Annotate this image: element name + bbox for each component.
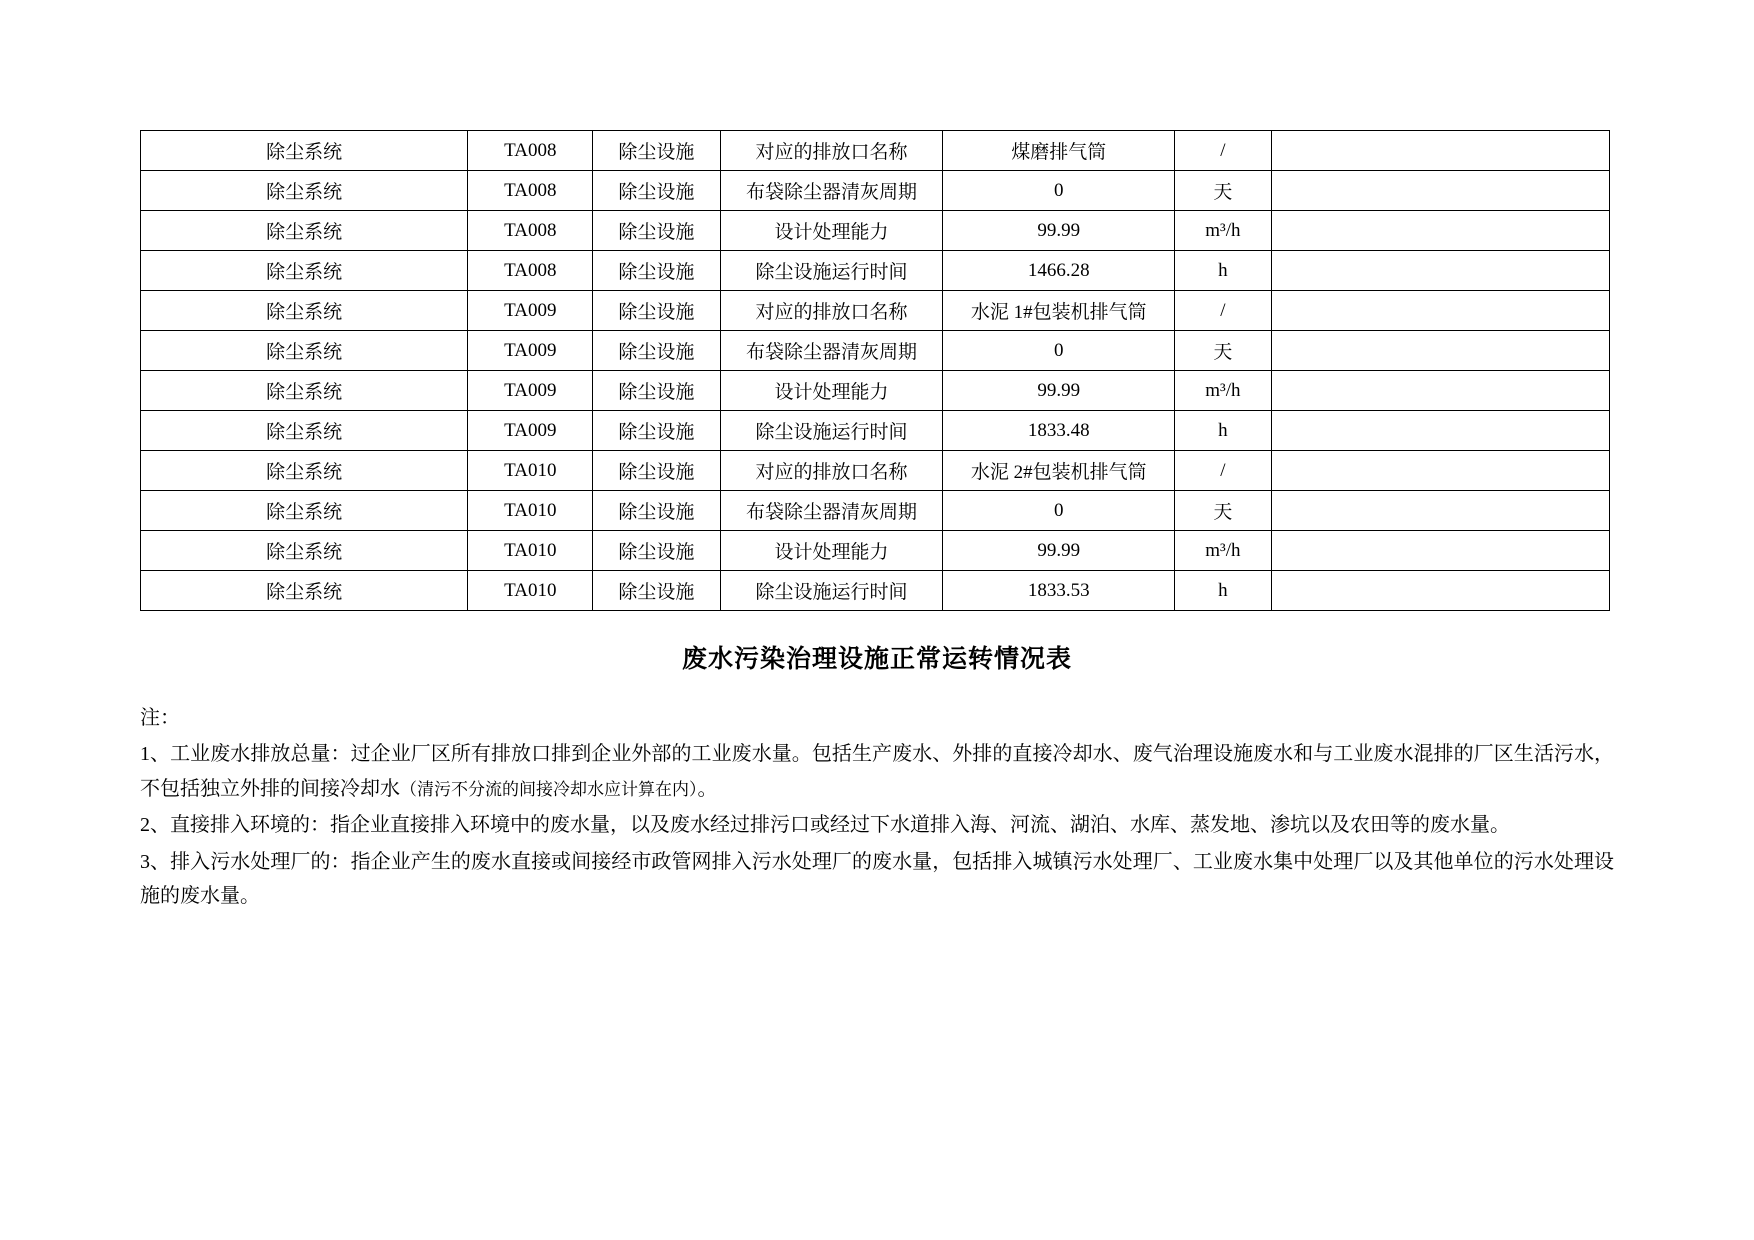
table-row — [141, 171, 1610, 211]
cell-item: 设计处理能力 — [720, 371, 943, 411]
cell-code: TA008 — [468, 251, 593, 291]
table-row — [141, 371, 1610, 411]
cell-note — [1271, 211, 1609, 251]
cell-system: 除尘系统 — [141, 411, 468, 451]
table-row — [141, 131, 1610, 171]
cell-item: 布袋除尘器清灰周期 — [720, 331, 943, 371]
cell-value: 0 — [943, 491, 1175, 531]
cell-value: 99.99 — [943, 371, 1175, 411]
cell-code: TA009 — [468, 331, 593, 371]
cell-value: 99.99 — [943, 531, 1175, 571]
cell-item: 设计处理能力 — [720, 531, 943, 571]
cell-system: 除尘系统 — [141, 291, 468, 331]
cell-system: 除尘系统 — [141, 331, 468, 371]
note-3-main: 3、排入污水处理厂的：指企业产生的废水直接或间接经市政管网排入污水处理厂的废水量，包括排入城镇污水处理厂、工业废水集中处理厂以及其他单位的污水处理设施的废水量。 — [140, 850, 1614, 907]
cell-value: 水泥 2#包装机排气筒 — [943, 451, 1175, 491]
cell-system: 除尘系统 — [141, 131, 468, 171]
cell-value: 0 — [943, 331, 1175, 371]
cell-item: 除尘设施运行时间 — [720, 571, 943, 611]
cell-value: 1833.48 — [943, 411, 1175, 451]
cell-note — [1271, 531, 1609, 571]
cell-item: 布袋除尘器清灰周期 — [720, 171, 943, 211]
cell-code: TA008 — [468, 171, 593, 211]
cell-note — [1271, 131, 1609, 171]
cell-item: 对应的排放口名称 — [720, 291, 943, 331]
note-2-main: 2、直接排入环境的：指企业直接排入环境中的废水量，以及废水经过排污口或经过下水道排入海、河流、湖泊、水库、蒸发地、渗坑以及农田等的废水量。 — [140, 814, 1510, 837]
cell-value: 水泥 1#包装机排气筒 — [943, 291, 1175, 331]
note-item-2 — [140, 808, 1614, 842]
cell-unit: / — [1175, 291, 1272, 331]
cell-unit: m³/h — [1175, 211, 1272, 251]
cell-facility: 除尘设施 — [593, 411, 720, 451]
cell-value: 0 — [943, 171, 1175, 211]
cell-item: 除尘设施运行时间 — [720, 251, 943, 291]
table-row — [141, 571, 1610, 611]
cell-code: TA010 — [468, 451, 593, 491]
cell-note — [1271, 291, 1609, 331]
cell-item: 对应的排放口名称 — [720, 451, 943, 491]
notes-label: 注： — [140, 707, 180, 729]
cell-value: 99.99 — [943, 211, 1175, 251]
note-1-tail: 。 — [697, 777, 718, 800]
cell-facility: 除尘设施 — [593, 331, 720, 371]
cell-code: TA008 — [468, 131, 593, 171]
cell-value: 1833.53 — [943, 571, 1175, 611]
cell-note — [1271, 331, 1609, 371]
cell-note — [1271, 171, 1609, 211]
cell-item: 对应的排放口名称 — [720, 131, 943, 171]
cell-system: 除尘系统 — [141, 371, 468, 411]
cell-code: TA009 — [468, 291, 593, 331]
notes-block — [140, 701, 1614, 913]
table-row — [141, 211, 1610, 251]
cell-note — [1271, 451, 1609, 491]
cell-note — [1271, 491, 1609, 531]
note-1-paren: （清污不分流的间接冷却水应计算在内） — [400, 779, 698, 799]
table-row — [141, 451, 1610, 491]
pollution-facility-table — [140, 130, 1610, 611]
note-item-1 — [140, 737, 1614, 806]
cell-facility: 除尘设施 — [593, 291, 720, 331]
note-1-main: 1、工业废水排放总量：过企业厂区所有排放口排到企业外部的工业废水量。包括生产废水、外排的直接冷却水、废气治理设施废水和与工业废水混排的厂区生活污水，不包括独立外排的间接冷却水 — [140, 743, 1614, 800]
cell-facility: 除尘设施 — [593, 251, 720, 291]
cell-unit: h — [1175, 251, 1272, 291]
cell-facility: 除尘设施 — [593, 451, 720, 491]
cell-facility: 除尘设施 — [593, 131, 720, 171]
table-row — [141, 331, 1610, 371]
cell-facility: 除尘设施 — [593, 491, 720, 531]
cell-note — [1271, 571, 1609, 611]
cell-system: 除尘系统 — [141, 491, 468, 531]
section-title: 废水污染治理设施正常运转情况表 — [681, 644, 1072, 673]
cell-code: TA009 — [468, 371, 593, 411]
cell-system: 除尘系统 — [141, 251, 468, 291]
cell-system: 除尘系统 — [141, 171, 468, 211]
cell-code: TA010 — [468, 491, 593, 531]
cell-value: 1466.28 — [943, 251, 1175, 291]
table-row — [141, 491, 1610, 531]
cell-code: TA010 — [468, 571, 593, 611]
cell-code: TA008 — [468, 211, 593, 251]
cell-note — [1271, 411, 1609, 451]
cell-unit: 天 — [1175, 331, 1272, 371]
table-row — [141, 291, 1610, 331]
cell-unit: 天 — [1175, 171, 1272, 211]
cell-facility: 除尘设施 — [593, 171, 720, 211]
cell-code: TA009 — [468, 411, 593, 451]
cell-value: 煤磨排气筒 — [943, 131, 1175, 171]
cell-facility: 除尘设施 — [593, 211, 720, 251]
cell-facility: 除尘设施 — [593, 371, 720, 411]
table-body — [141, 131, 1610, 611]
cell-facility: 除尘设施 — [593, 531, 720, 571]
cell-system: 除尘系统 — [141, 451, 468, 491]
cell-system: 除尘系统 — [141, 211, 468, 251]
cell-note — [1271, 251, 1609, 291]
cell-item: 设计处理能力 — [720, 211, 943, 251]
cell-unit: h — [1175, 571, 1272, 611]
cell-facility: 除尘设施 — [593, 571, 720, 611]
cell-unit: h — [1175, 411, 1272, 451]
cell-note — [1271, 371, 1609, 411]
cell-system: 除尘系统 — [141, 571, 468, 611]
cell-code: TA010 — [468, 531, 593, 571]
cell-unit: m³/h — [1175, 531, 1272, 571]
table-row — [141, 411, 1610, 451]
table-row — [141, 251, 1610, 291]
cell-unit: / — [1175, 451, 1272, 491]
cell-item: 除尘设施运行时间 — [720, 411, 943, 451]
cell-item: 布袋除尘器清灰周期 — [720, 491, 943, 531]
cell-system: 除尘系统 — [141, 531, 468, 571]
cell-unit: / — [1175, 131, 1272, 171]
note-item-3 — [140, 845, 1614, 914]
table-row — [141, 531, 1610, 571]
cell-unit: m³/h — [1175, 371, 1272, 411]
cell-unit: 天 — [1175, 491, 1272, 531]
